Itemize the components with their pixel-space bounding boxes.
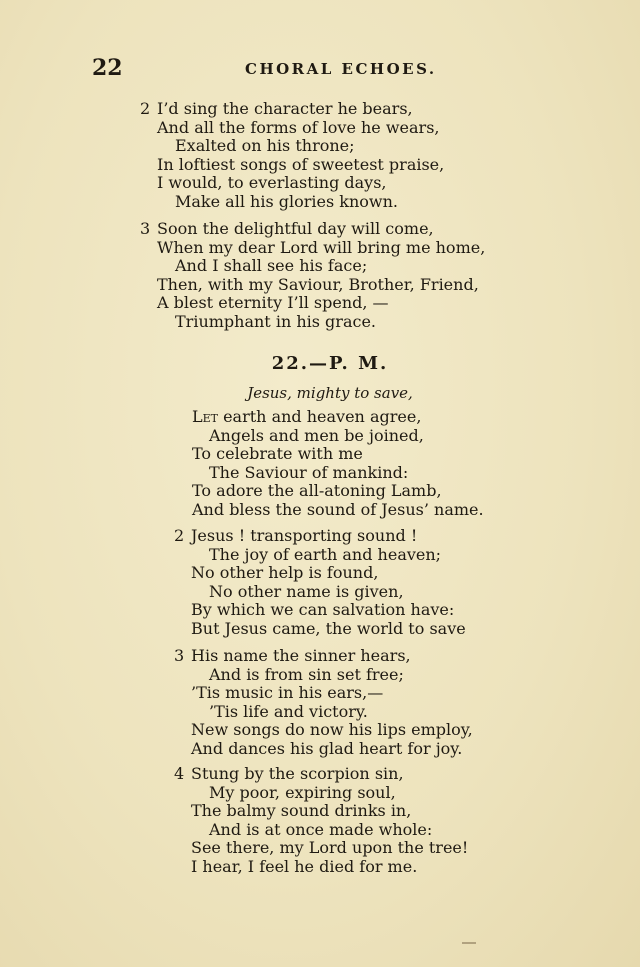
running-title: CHORAL ECHOES.: [245, 60, 437, 78]
verse-line: In loftiest songs of sweetest praise,: [157, 154, 445, 174]
verse-line: Make all his glories known.: [175, 191, 398, 211]
stanza-number: 2: [140, 99, 151, 118]
stanza-number: 3: [140, 219, 151, 238]
verse-line: 3 Soon the delightful day will come,: [140, 219, 434, 238]
verse-line: ’Tis life and victory.: [209, 701, 368, 721]
verse-line: To adore the all-atoning Lamb,: [192, 481, 442, 500]
stanza-number: 4: [174, 764, 185, 783]
hymn22-stanza-4: [174, 765, 468, 876]
verse-line: See there, my Lord upon the tree!: [191, 838, 469, 857]
verse-line: By which we can salvation have:: [191, 600, 455, 619]
verse-line: My poor, expiring soul,: [209, 782, 396, 802]
hymn22-stanza-2: [174, 527, 466, 638]
verse-line: No other name is given,: [209, 581, 404, 601]
verse-line: New songs do now his lips employ,: [191, 720, 473, 739]
verse-line: Angels and men be joined,: [209, 425, 424, 445]
verse-line: And all the forms of love he wears,: [157, 117, 440, 137]
verse-line: Then, with my Saviour, Brother, Friend,: [157, 274, 479, 294]
stanza-number: 3: [174, 646, 185, 665]
hymn21-stanza-2: [140, 100, 444, 211]
hymn22-stanza-1: [192, 408, 484, 519]
verse-line: No other help is found,: [191, 563, 379, 582]
verse-line: The balmy sound drinks in,: [191, 801, 412, 820]
verse-line: The joy of earth and heaven;: [209, 544, 442, 564]
verse-line: The Saviour of mankind:: [209, 462, 409, 482]
verse-line: Exalted on his throne;: [175, 136, 355, 155]
first-word: Let: [192, 407, 218, 426]
verse-line: And is at once made whole:: [209, 819, 433, 839]
verse-line: 2 I’d sing the character he bears,: [140, 99, 413, 118]
verse-line: ’Tis music in his ears,—: [191, 683, 384, 702]
verse-line: To celebrate with me: [192, 444, 363, 463]
tune-name: Jesus, mighty to save,: [247, 384, 413, 402]
verse-line: I hear, I feel he died for me.: [191, 856, 418, 876]
running-head: [0, 56, 640, 80]
hymn22-stanza-3: [174, 647, 473, 758]
verse-line: I would, to everlasting days,: [157, 173, 387, 192]
verse-line: And dances his glad heart for joy.: [191, 738, 463, 758]
verse-line: When my dear Lord will bring me home,: [157, 237, 486, 257]
verse-line: 2 Jesus ! transporting sound !: [174, 526, 418, 545]
verse-line: And I shall see his face;: [175, 256, 368, 275]
verse-line: Let earth and heaven agree,: [192, 407, 422, 426]
verse-line: 4 Stung by the scorpion sin,: [174, 764, 404, 783]
hymn21-stanza-3: [140, 220, 485, 331]
verse-line: 3 His name the sinner hears,: [174, 646, 411, 665]
verse-line: And is from sin set free;: [209, 664, 404, 684]
verse-line: Triumphant in his grace.: [175, 311, 376, 331]
paper-speck: [462, 942, 476, 944]
verse-line: And bless the sound of Jesus’ name.: [192, 499, 484, 519]
verse-line: A blest eternity I’ll spend, —: [157, 293, 389, 312]
hymn-heading: 22.—P. M.: [271, 353, 389, 374]
page-number: 22: [92, 55, 123, 81]
verse-line: But Jesus came, the world to save: [191, 618, 466, 638]
stanza-number: 2: [174, 526, 185, 545]
